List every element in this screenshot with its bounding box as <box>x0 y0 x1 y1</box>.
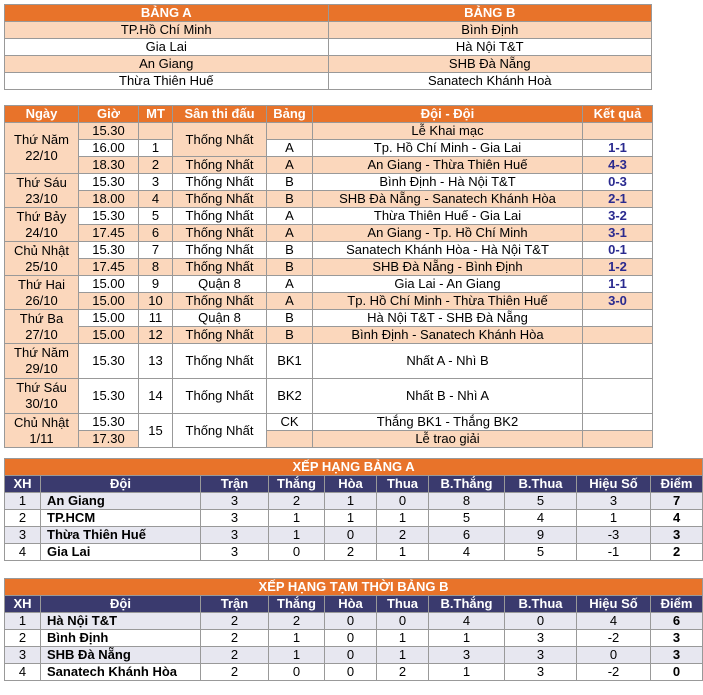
group-cell: CK <box>267 414 313 431</box>
col-header-result: Kết quả <box>583 106 653 123</box>
group-cell: BK1 <box>267 344 313 379</box>
stat-drawn: 0 <box>325 630 377 647</box>
col-header-time: Giờ <box>79 106 139 123</box>
stat-won: 1 <box>269 630 325 647</box>
match-cell: Nhất A - Nhì B <box>313 344 583 379</box>
stat-gd: 4 <box>577 613 651 630</box>
group-cell: B <box>267 259 313 276</box>
groups-table <box>4 4 652 90</box>
venue-cell: Thống Nhất <box>173 414 267 448</box>
result-cell: 0-1 <box>583 242 653 259</box>
mt-cell: 13 <box>139 344 173 379</box>
stat-lost: 1 <box>377 510 429 527</box>
result-cell <box>583 327 653 344</box>
stat-gd: 1 <box>577 510 651 527</box>
stat-ga: 0 <box>505 613 577 630</box>
stat-points: 6 <box>651 613 703 630</box>
stat-drawn: 1 <box>325 493 377 510</box>
venue-cell: Thống Nhất <box>173 191 267 208</box>
stat-drawn: 0 <box>325 647 377 664</box>
stat-points: 4 <box>651 510 703 527</box>
mt-cell: 8 <box>139 259 173 276</box>
time-cell: 16.00 <box>79 140 139 157</box>
stat-played: 3 <box>201 544 269 561</box>
group-cell <box>267 123 313 140</box>
mt-cell: 12 <box>139 327 173 344</box>
group-a-team: An Giang <box>5 56 329 73</box>
time-cell: 17.45 <box>79 259 139 276</box>
group-b-team: Sanatech Khánh Hoà <box>328 73 652 90</box>
match-cell: Hà Nội T&T - SHB Đà Nẵng <box>313 310 583 327</box>
stat-gd: 3 <box>577 493 651 510</box>
stat-gd: -1 <box>577 544 651 561</box>
rank-header: Điểm <box>651 596 703 613</box>
time-cell: 15.00 <box>79 310 139 327</box>
rank-header: Hòa <box>325 596 377 613</box>
team-name: Bình Định <box>41 630 201 647</box>
col-header-group: Bảng <box>267 106 313 123</box>
stat-gf: 8 <box>429 493 505 510</box>
group-cell: B <box>267 327 313 344</box>
stat-gf: 3 <box>429 647 505 664</box>
stat-points: 3 <box>651 647 703 664</box>
mt-cell: 14 <box>139 379 173 414</box>
stat-played: 3 <box>201 493 269 510</box>
rank-header: Thua <box>377 596 429 613</box>
stat-drawn: 1 <box>325 510 377 527</box>
venue-cell: Thống Nhất <box>173 225 267 242</box>
result-cell <box>583 431 653 448</box>
result-cell: 3-0 <box>583 293 653 310</box>
stat-ga: 3 <box>505 647 577 664</box>
group-a-team: TP.Hồ Chí Minh <box>5 22 329 39</box>
stat-drawn: 0 <box>325 664 377 681</box>
table-row <box>5 544 703 561</box>
mt-cell: 6 <box>139 225 173 242</box>
group-cell: B <box>267 310 313 327</box>
col-header-day: Ngày <box>5 106 79 123</box>
stat-points: 0 <box>651 664 703 681</box>
day-cell: Thứ Hai 26/10 <box>5 276 79 310</box>
ranking-b-table <box>4 578 703 681</box>
mt-cell: 2 <box>139 157 173 174</box>
stat-lost: 1 <box>377 647 429 664</box>
rank-header: XH <box>5 476 41 493</box>
group-cell: A <box>267 208 313 225</box>
result-cell <box>583 379 653 414</box>
rank-pos: 1 <box>5 613 41 630</box>
time-cell: 17.45 <box>79 225 139 242</box>
rank-header: B.Thua <box>505 476 577 493</box>
rank-header: Hiệu Số <box>577 596 651 613</box>
stat-gd: 0 <box>577 647 651 664</box>
match-cell: An Giang - Tp. Hồ Chí Minh <box>313 225 583 242</box>
stat-points: 3 <box>651 630 703 647</box>
stat-ga: 4 <box>505 510 577 527</box>
rank-pos: 3 <box>5 527 41 544</box>
col-header-mt: MT <box>139 106 173 123</box>
stat-gf: 1 <box>429 664 505 681</box>
table-row <box>5 630 703 647</box>
venue-cell: Thống Nhất <box>173 123 267 157</box>
team-name: Hà Nội T&T <box>41 613 201 630</box>
time-cell: 15.30 <box>79 379 139 414</box>
ranking-a-title: XẾP HẠNG BẢNG A <box>5 459 703 476</box>
team-name: An Giang <box>41 493 201 510</box>
mt-cell: 15 <box>139 414 173 448</box>
result-cell: 3-1 <box>583 225 653 242</box>
rank-header: Thắng <box>269 596 325 613</box>
rank-header: Điểm <box>651 476 703 493</box>
time-cell: 17.30 <box>79 431 139 448</box>
rank-pos: 2 <box>5 630 41 647</box>
stat-won: 1 <box>269 647 325 664</box>
stat-gf: 4 <box>429 544 505 561</box>
stat-ga: 5 <box>505 544 577 561</box>
group-b-team: Bình Định <box>328 22 652 39</box>
stat-ga: 5 <box>505 493 577 510</box>
venue-cell: Quận 8 <box>173 310 267 327</box>
stat-played: 2 <box>201 613 269 630</box>
table-row <box>5 664 703 681</box>
result-cell: 4-3 <box>583 157 653 174</box>
group-cell: A <box>267 140 313 157</box>
col-header-venue: Sân thi đấu <box>173 106 267 123</box>
mt-cell: 9 <box>139 276 173 293</box>
table-row <box>5 510 703 527</box>
stat-gf: 6 <box>429 527 505 544</box>
match-cell: Nhất B - Nhì A <box>313 379 583 414</box>
group-cell: B <box>267 242 313 259</box>
stat-lost: 0 <box>377 613 429 630</box>
day-cell: Thứ Bảy 24/10 <box>5 208 79 242</box>
time-cell: 18.30 <box>79 157 139 174</box>
rank-pos: 2 <box>5 510 41 527</box>
ranking-a-header-row <box>5 476 703 493</box>
venue-cell: Thống Nhất <box>173 242 267 259</box>
mt-cell: 5 <box>139 208 173 225</box>
mt-cell: 7 <box>139 242 173 259</box>
time-cell: 15.30 <box>79 344 139 379</box>
group-cell: A <box>267 157 313 174</box>
rank-pos: 4 <box>5 544 41 561</box>
day-cell: Chủ Nhật 25/10 <box>5 242 79 276</box>
stat-gf: 1 <box>429 630 505 647</box>
day-cell: Thứ Sáu 30/10 <box>5 379 79 414</box>
stat-won: 1 <box>269 527 325 544</box>
result-cell: 1-1 <box>583 276 653 293</box>
venue-cell: Thống Nhất <box>173 157 267 174</box>
team-name: SHB Đà Nẵng <box>41 647 201 664</box>
group-cell: A <box>267 225 313 242</box>
group-a-team: Thừa Thiên Huế <box>5 73 329 90</box>
rank-pos: 3 <box>5 647 41 664</box>
table-row <box>5 613 703 630</box>
match-cell: Lễ trao giải <box>313 431 583 448</box>
table-row <box>5 527 703 544</box>
result-cell <box>583 310 653 327</box>
rank-header: B.Thắng <box>429 596 505 613</box>
result-cell: 1-2 <box>583 259 653 276</box>
result-cell <box>583 344 653 379</box>
ranking-b-title: XẾP HẠNG TẠM THỜI BẢNG B <box>5 579 703 596</box>
stat-won: 0 <box>269 544 325 561</box>
stat-played: 2 <box>201 664 269 681</box>
stat-won: 0 <box>269 664 325 681</box>
result-cell <box>583 123 653 140</box>
mt-cell: 10 <box>139 293 173 310</box>
group-cell: A <box>267 293 313 310</box>
stat-points: 7 <box>651 493 703 510</box>
stat-lost: 1 <box>377 630 429 647</box>
stat-ga: 3 <box>505 630 577 647</box>
stat-played: 3 <box>201 527 269 544</box>
venue-cell: Quận 8 <box>173 276 267 293</box>
mt-cell: 1 <box>139 140 173 157</box>
stat-lost: 2 <box>377 527 429 544</box>
result-cell <box>583 414 653 431</box>
ranking-b-header-row <box>5 596 703 613</box>
match-cell: SHB Đà Nẵng - Bình Định <box>313 259 583 276</box>
venue-cell: Thống Nhất <box>173 379 267 414</box>
day-cell: Thứ Sáu 23/10 <box>5 174 79 208</box>
rank-pos: 1 <box>5 493 41 510</box>
stat-ga: 3 <box>505 664 577 681</box>
day-cell: Thứ Năm 29/10 <box>5 344 79 379</box>
rank-header: B.Thắng <box>429 476 505 493</box>
stat-gd: -2 <box>577 664 651 681</box>
ranking-a-table <box>4 458 703 561</box>
stat-points: 3 <box>651 527 703 544</box>
rank-header: Trận <box>201 596 269 613</box>
time-cell: 15.30 <box>79 208 139 225</box>
rank-header: Trận <box>201 476 269 493</box>
stat-gf: 4 <box>429 613 505 630</box>
rank-header: XH <box>5 596 41 613</box>
time-cell: 15.30 <box>79 414 139 431</box>
group-b-header: BẢNG B <box>328 5 652 22</box>
rank-header: B.Thua <box>505 596 577 613</box>
group-a-header: BẢNG A <box>5 5 329 22</box>
stat-lost: 2 <box>377 664 429 681</box>
stat-won: 2 <box>269 493 325 510</box>
match-cell: Lễ Khai mạc <box>313 123 583 140</box>
result-cell: 0-3 <box>583 174 653 191</box>
time-cell: 15.00 <box>79 327 139 344</box>
group-cell: B <box>267 191 313 208</box>
match-cell: Bình Định - Sanatech Khánh Hòa <box>313 327 583 344</box>
match-cell: Gia Lai - An Giang <box>313 276 583 293</box>
group-cell: A <box>267 276 313 293</box>
time-cell: 15.00 <box>79 276 139 293</box>
stat-won: 2 <box>269 613 325 630</box>
venue-cell: Thống Nhất <box>173 344 267 379</box>
stat-gd: -2 <box>577 630 651 647</box>
venue-cell: Thống Nhất <box>173 293 267 310</box>
mt-cell: 3 <box>139 174 173 191</box>
stat-played: 2 <box>201 630 269 647</box>
group-a-team: Gia Lai <box>5 39 329 56</box>
venue-cell: Thống Nhất <box>173 259 267 276</box>
group-cell: B <box>267 174 313 191</box>
stat-gd: -3 <box>577 527 651 544</box>
day-cell: Chủ Nhật 1/11 <box>5 414 79 448</box>
team-name: Thừa Thiên Huế <box>41 527 201 544</box>
group-b-team: SHB Đà Nẵng <box>328 56 652 73</box>
match-cell: Thừa Thiên Huế - Gia Lai <box>313 208 583 225</box>
group-cell: BK2 <box>267 379 313 414</box>
rank-header: Thắng <box>269 476 325 493</box>
match-cell: Tp. Hồ Chí Minh - Gia Lai <box>313 140 583 157</box>
group-b-team: Hà Nội T&T <box>328 39 652 56</box>
match-cell: Tp. Hồ Chí Minh - Thừa Thiên Huế <box>313 293 583 310</box>
mt-cell: 4 <box>139 191 173 208</box>
rank-header: Đội <box>41 596 201 613</box>
rank-header: Hòa <box>325 476 377 493</box>
day-cell: Thứ Năm 22/10 <box>5 123 79 174</box>
team-name: TP.HCM <box>41 510 201 527</box>
mt-cell: 11 <box>139 310 173 327</box>
group-cell <box>267 431 313 448</box>
result-cell: 3-2 <box>583 208 653 225</box>
venue-cell: Thống Nhất <box>173 327 267 344</box>
time-cell: 15.30 <box>79 242 139 259</box>
stat-lost: 0 <box>377 493 429 510</box>
venue-cell: Thống Nhất <box>173 174 267 191</box>
stat-won: 1 <box>269 510 325 527</box>
table-row <box>5 493 703 510</box>
schedule-table <box>4 105 653 448</box>
stat-ga: 9 <box>505 527 577 544</box>
rank-header: Thua <box>377 476 429 493</box>
day-cell: Thứ Ba 27/10 <box>5 310 79 344</box>
time-cell: 15.30 <box>79 123 139 140</box>
time-cell: 15.30 <box>79 174 139 191</box>
stat-lost: 1 <box>377 544 429 561</box>
result-cell: 2-1 <box>583 191 653 208</box>
time-cell: 15.00 <box>79 293 139 310</box>
time-cell: 18.00 <box>79 191 139 208</box>
col-header-match: Đội - Đội <box>313 106 583 123</box>
table-row <box>5 647 703 664</box>
stat-gf: 5 <box>429 510 505 527</box>
mt-cell <box>139 123 173 140</box>
rank-header: Hiệu Số <box>577 476 651 493</box>
match-cell: Sanatech Khánh Hòa - Hà Nội T&T <box>313 242 583 259</box>
team-name: Gia Lai <box>41 544 201 561</box>
match-cell: Thắng BK1 - Thắng BK2 <box>313 414 583 431</box>
team-name: Sanatech Khánh Hòa <box>41 664 201 681</box>
match-cell: Bình Định - Hà Nội T&T <box>313 174 583 191</box>
rank-pos: 4 <box>5 664 41 681</box>
stat-points: 2 <box>651 544 703 561</box>
stat-played: 3 <box>201 510 269 527</box>
stat-drawn: 0 <box>325 613 377 630</box>
stat-drawn: 2 <box>325 544 377 561</box>
venue-cell: Thống Nhất <box>173 208 267 225</box>
stat-played: 2 <box>201 647 269 664</box>
match-cell: An Giang - Thừa Thiên Huế <box>313 157 583 174</box>
rank-header: Đội <box>41 476 201 493</box>
stat-drawn: 0 <box>325 527 377 544</box>
result-cell: 1-1 <box>583 140 653 157</box>
match-cell: SHB Đà Nẵng - Sanatech Khánh Hòa <box>313 191 583 208</box>
